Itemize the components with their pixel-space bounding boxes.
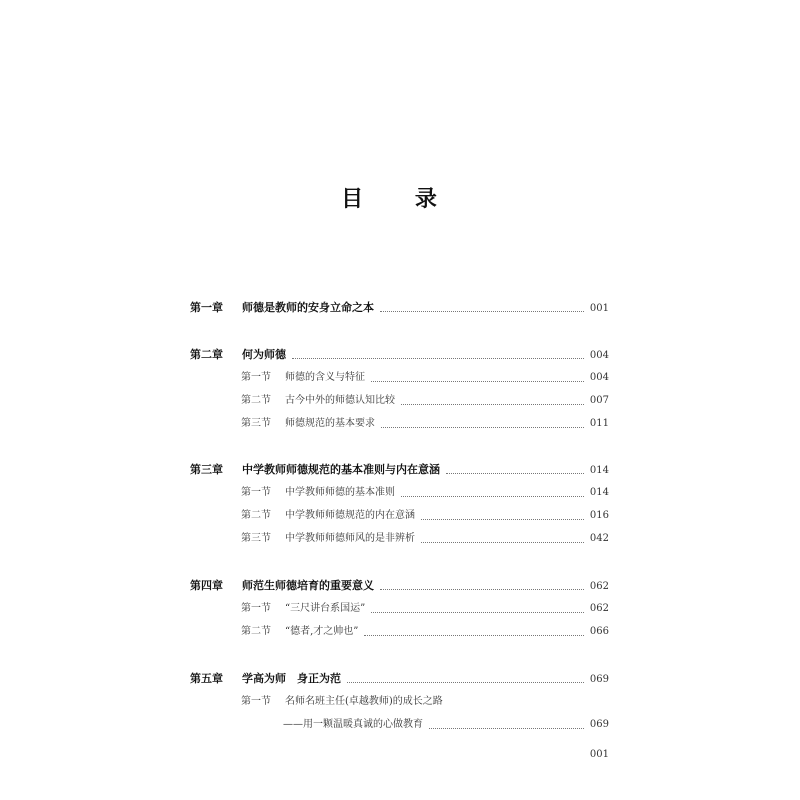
section-number: 第三节 xyxy=(241,418,271,429)
toc-section-subtitle[interactable] xyxy=(283,716,609,734)
toc-chapter-1[interactable] xyxy=(190,299,609,317)
section-title: 中学教师师德规范的内在意涵 xyxy=(285,510,415,521)
toc-section[interactable] xyxy=(241,623,609,641)
section-number: 第三节 xyxy=(241,533,271,544)
toc-chapter-2[interactable] xyxy=(190,346,609,364)
toc-section[interactable] xyxy=(241,600,609,618)
chapter-number: 第四章 xyxy=(190,579,223,592)
chapter-title: 何为师德 xyxy=(242,348,286,361)
section-title: 古今中外的师德认知比较 xyxy=(285,395,395,406)
page-ref: 004 xyxy=(589,372,609,383)
chapter-number: 第五章 xyxy=(190,672,223,685)
page-ref: 014 xyxy=(589,465,609,476)
toc-section[interactable] xyxy=(241,693,609,711)
page-ref: 011 xyxy=(589,418,609,429)
page-ref: 062 xyxy=(589,603,609,614)
leader-dots xyxy=(421,519,584,520)
toc-section[interactable] xyxy=(241,415,609,433)
leader-dots xyxy=(401,404,584,405)
toc-chapter-4[interactable] xyxy=(190,577,609,595)
leader-dots xyxy=(380,589,584,590)
leader-dots xyxy=(446,473,584,474)
leader-dots xyxy=(347,682,584,683)
section-number: 第二节 xyxy=(241,395,271,406)
leader-dots xyxy=(371,381,584,382)
toc-title: 目 录 xyxy=(341,187,459,212)
toc-section[interactable] xyxy=(241,507,609,525)
section-title: 中学教师师德师风的是非辨析 xyxy=(285,533,415,544)
section-number: 第二节 xyxy=(241,510,271,521)
page-ref: 001 xyxy=(589,303,609,314)
page-ref: 069 xyxy=(589,674,609,685)
section-number: 第一节 xyxy=(241,487,271,498)
section-title: 师德规范的基本要求 xyxy=(285,418,375,429)
page-ref: 016 xyxy=(589,510,609,521)
leader-dots xyxy=(364,635,584,636)
chapter-number: 第三章 xyxy=(190,463,223,476)
leader-dots xyxy=(381,427,584,428)
section-number: 第一节 xyxy=(241,603,271,614)
section-title: 师德的含义与特征 xyxy=(285,372,365,383)
section-number: 第一节 xyxy=(241,372,271,383)
section-title: 中学教师师德的基本准则 xyxy=(285,487,395,498)
page-ref: 004 xyxy=(589,350,609,361)
page-ref: 042 xyxy=(589,533,609,544)
toc-chapter-3[interactable] xyxy=(190,461,609,479)
leader-dots xyxy=(380,311,584,312)
toc-chapter-5[interactable] xyxy=(190,670,609,688)
page-number: 001 xyxy=(589,749,609,760)
leader-dots xyxy=(292,358,584,359)
leader-dots xyxy=(421,542,584,543)
chapter-title: 师德是教师的安身立命之本 xyxy=(242,301,374,314)
toc-section[interactable] xyxy=(241,392,609,410)
chapter-title: 师范生师德培育的重要意义 xyxy=(242,579,374,592)
leader-dots xyxy=(371,612,584,613)
page-ref: 014 xyxy=(589,487,609,498)
section-title: 名师名班主任(卓越教师)的成长之路 xyxy=(285,696,443,707)
toc-section[interactable] xyxy=(241,484,609,502)
chapter-number: 第二章 xyxy=(190,348,223,361)
section-subtitle: ——用一颗温暖真诚的心做教育 xyxy=(283,719,423,730)
page-ref: 062 xyxy=(589,581,609,592)
leader-dots xyxy=(429,728,584,729)
chapter-title: 中学教师师德规范的基本准则与内在意涵 xyxy=(242,463,440,476)
section-title: “德者,才之帅也” xyxy=(285,626,359,637)
section-number: 第二节 xyxy=(241,626,271,637)
page-ref: 069 xyxy=(589,719,609,730)
page-ref: 066 xyxy=(589,626,609,637)
leader-dots xyxy=(401,496,584,497)
section-number: 第一节 xyxy=(241,696,271,707)
page-ref: 007 xyxy=(589,395,609,406)
toc-section[interactable] xyxy=(241,369,609,387)
chapter-title: 学高为师 身正为范 xyxy=(242,672,341,685)
toc-section[interactable] xyxy=(241,530,609,548)
section-title: “三尺讲台系国运” xyxy=(285,603,366,614)
chapter-number: 第一章 xyxy=(190,301,223,314)
